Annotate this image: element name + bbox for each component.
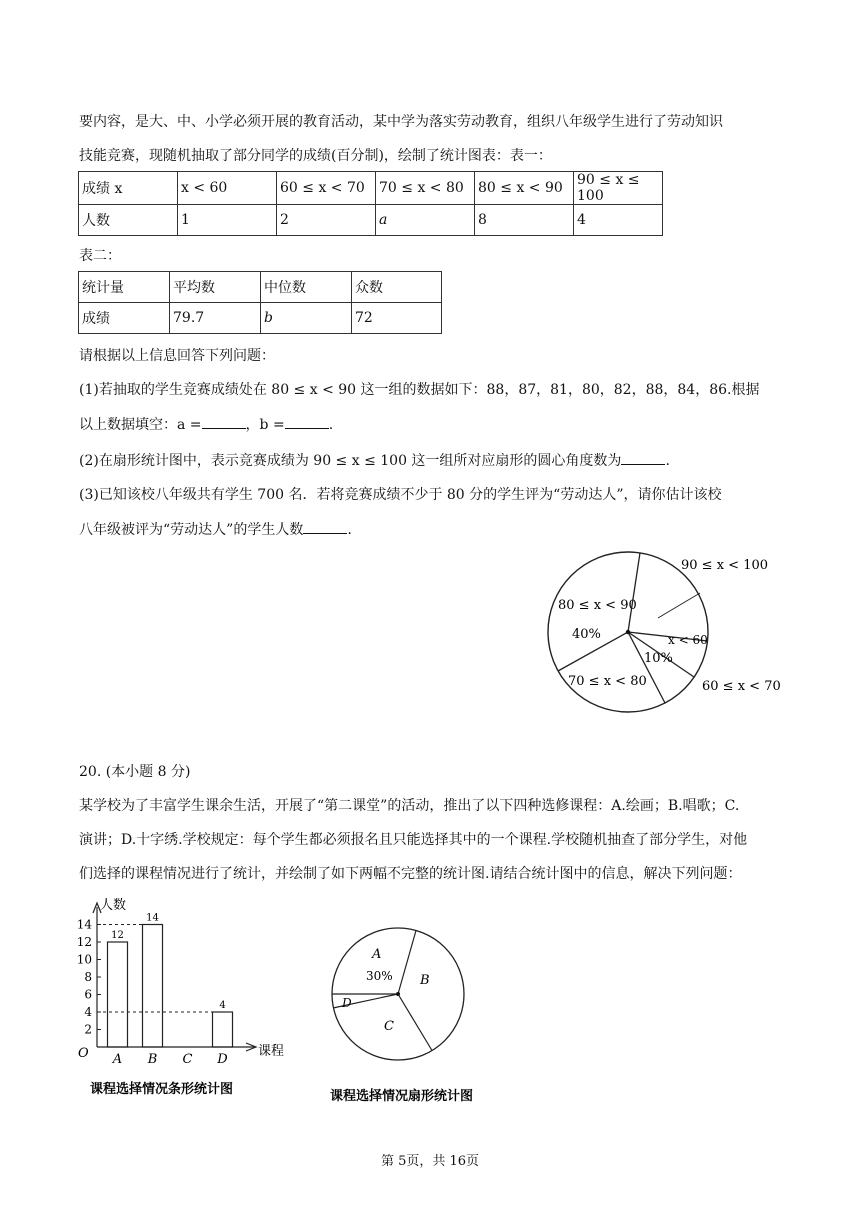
y-tick-label: 8 — [84, 970, 92, 984]
questions-prompt: 请根据以上信息回答下列问题： — [79, 348, 275, 364]
label-90-100: 90 ≤ x < 100 — [681, 558, 769, 573]
pie-center-dot — [396, 992, 400, 996]
table-cell: 成绩 x — [79, 172, 178, 205]
sector-label-c: C — [384, 1019, 394, 1034]
score-frequency-table — [78, 171, 663, 236]
table-cell: 72 — [352, 303, 442, 334]
category-label-A: A — [112, 1052, 123, 1067]
table-cell: x < 60 — [178, 172, 277, 205]
score-pie-chart — [540, 548, 790, 718]
table2-label: 表二： — [79, 248, 121, 264]
table-row — [79, 205, 663, 236]
label-80-90-percent: 40% — [572, 627, 601, 642]
table-row — [79, 272, 442, 303]
bar-value-label: 14 — [146, 912, 159, 924]
pie-chart-title: 课程选择情况扇形统计图 — [330, 1089, 474, 1104]
y-tick-label: 14 — [76, 917, 92, 932]
bar-value-label: 12 — [111, 930, 124, 941]
course-bar-chart — [70, 895, 320, 1105]
course-pie-chart — [320, 920, 520, 1110]
y-tick-label: 2 — [84, 1022, 92, 1037]
answer-blank-angle — [621, 450, 665, 465]
table-cell: 人数 — [79, 205, 178, 236]
page-footer: 第 5页，共 16页 — [380, 1154, 480, 1169]
bar-value-label: 4 — [219, 1000, 226, 1011]
answer-blank-count — [303, 519, 347, 534]
sector-label-d: D — [342, 996, 352, 1010]
sector-label-b: B — [420, 973, 430, 988]
label-80-90: 80 ≤ x < 90 — [558, 598, 637, 613]
problem-20-line-3: 们选择的课程情况进行了统计，并绘制了如下两幅不完整的统计图.请结合统计图中的信息，解决下列问题： — [79, 866, 742, 882]
table-cell: a — [376, 205, 475, 236]
y-axis-label: 人数 — [100, 898, 127, 913]
pie-divider — [398, 931, 416, 995]
sector-a-percent: 30% — [366, 969, 393, 983]
problem-20-line-2: 演讲；D.十字绣.学校规定：每个学生都必须报名且只能选择其中的一个课程.学校随机抽查了部分学生，对他 — [79, 832, 748, 848]
table-cell: 60 ≤ x < 70 — [277, 172, 376, 205]
table-cell: 平均数 — [170, 272, 261, 303]
label-70-80: 70 ≤ x < 80 — [568, 674, 647, 689]
y-tick-label: 6 — [84, 987, 92, 1002]
bar-D — [213, 1012, 233, 1047]
question-1-a-text: 以上数据填空：a = — [79, 417, 202, 433]
table-cell: 中位数 — [261, 272, 352, 303]
pie-divider — [398, 994, 432, 1051]
table-row — [79, 172, 663, 205]
answer-blank-a — [202, 414, 246, 429]
question-2 — [79, 450, 784, 471]
question-3-period: . — [347, 522, 352, 538]
category-label-B: B — [147, 1052, 158, 1067]
table-cell: 8 — [475, 205, 574, 236]
bar-chart-title: 课程选择情况条形统计图 — [90, 1082, 234, 1097]
y-tick-label: 4 — [84, 1005, 92, 1019]
category-label-D: D — [217, 1052, 228, 1067]
x-axis-label: 课程 — [258, 1044, 285, 1059]
table-cell: 成绩 — [79, 303, 170, 334]
question-1-period: . — [328, 417, 334, 433]
question-1-line-2 — [79, 414, 784, 435]
question-1-b-text: ，b = — [245, 417, 285, 433]
label-60-70-percent: 10% — [644, 651, 673, 666]
question-2-text: (2)在扇形统计图中，表示竞赛成绩为 90 ≤ x ≤ 100 这一组所对应扇形的圆心角度数为 — [79, 453, 622, 469]
table-cell: 79.7 — [170, 303, 261, 334]
score-statistics-table — [78, 271, 442, 334]
table-cell: 2 — [277, 205, 376, 236]
table-cell: 90 ≤ x ≤ 100 — [574, 172, 663, 205]
table-cell: 统计量 — [79, 272, 170, 303]
intro-line-1: 要内容，是大、中、小学必须开展的教育活动，某中学为落实劳动教育，组织八年级学生进行了劳动知识 — [79, 114, 723, 130]
pie-divider — [628, 553, 640, 632]
table-row — [79, 303, 442, 334]
y-tick-label: 10 — [76, 952, 92, 967]
problem-20-heading: 20. (本小题 8 分) — [79, 764, 191, 780]
table-cell: 70 ≤ x < 80 — [376, 172, 475, 205]
intro-line-2: 技能竞赛，现随机抽取了部分同学的成绩(百分制)，绘制了统计图表：表一： — [79, 148, 552, 164]
bar-B — [143, 925, 163, 1048]
sector-label-a: A — [372, 947, 382, 962]
question-1-line-1: (1)若抽取的学生竞赛成绩处在 80 ≤ x < 90 这一组的数据如下：88，87，81，80，82，88，84，86.根据 — [79, 382, 760, 398]
pie-center-dot — [626, 630, 630, 634]
question-3-line-2 — [79, 519, 784, 540]
category-label-C: C — [182, 1052, 193, 1067]
table-cell: 1 — [178, 205, 277, 236]
origin-label: O — [78, 1046, 89, 1061]
table-cell: 80 ≤ x < 90 — [475, 172, 574, 205]
pie-divider — [628, 632, 665, 703]
question-3-text: 八年级被评为“劳动达人”的学生人数 — [79, 522, 304, 538]
label-lt-60: x < 60 — [668, 633, 708, 647]
question-2-period: . — [665, 453, 670, 469]
label-leader-line — [658, 593, 700, 618]
table-cell: 众数 — [352, 272, 442, 303]
question-3-line-1: (3)已知该校八年级共有学生 700 名．若将竞赛成绩不少于 80 分的学生评为“劳动达人”，请你估计该校 — [79, 487, 722, 503]
answer-blank-b — [285, 414, 329, 429]
y-tick-label: 12 — [76, 935, 92, 949]
bar-A — [108, 942, 128, 1047]
problem-20-line-1: 某学校为了丰富学生课余生活，开展了“第二课堂”的活动，推出了以下四种选修课程：A.绘画；B.唱歌；C. — [79, 798, 740, 814]
label-60-70: 60 ≤ x < 70 — [702, 679, 781, 694]
table-cell: 4 — [574, 205, 663, 236]
table-cell: b — [261, 303, 352, 334]
